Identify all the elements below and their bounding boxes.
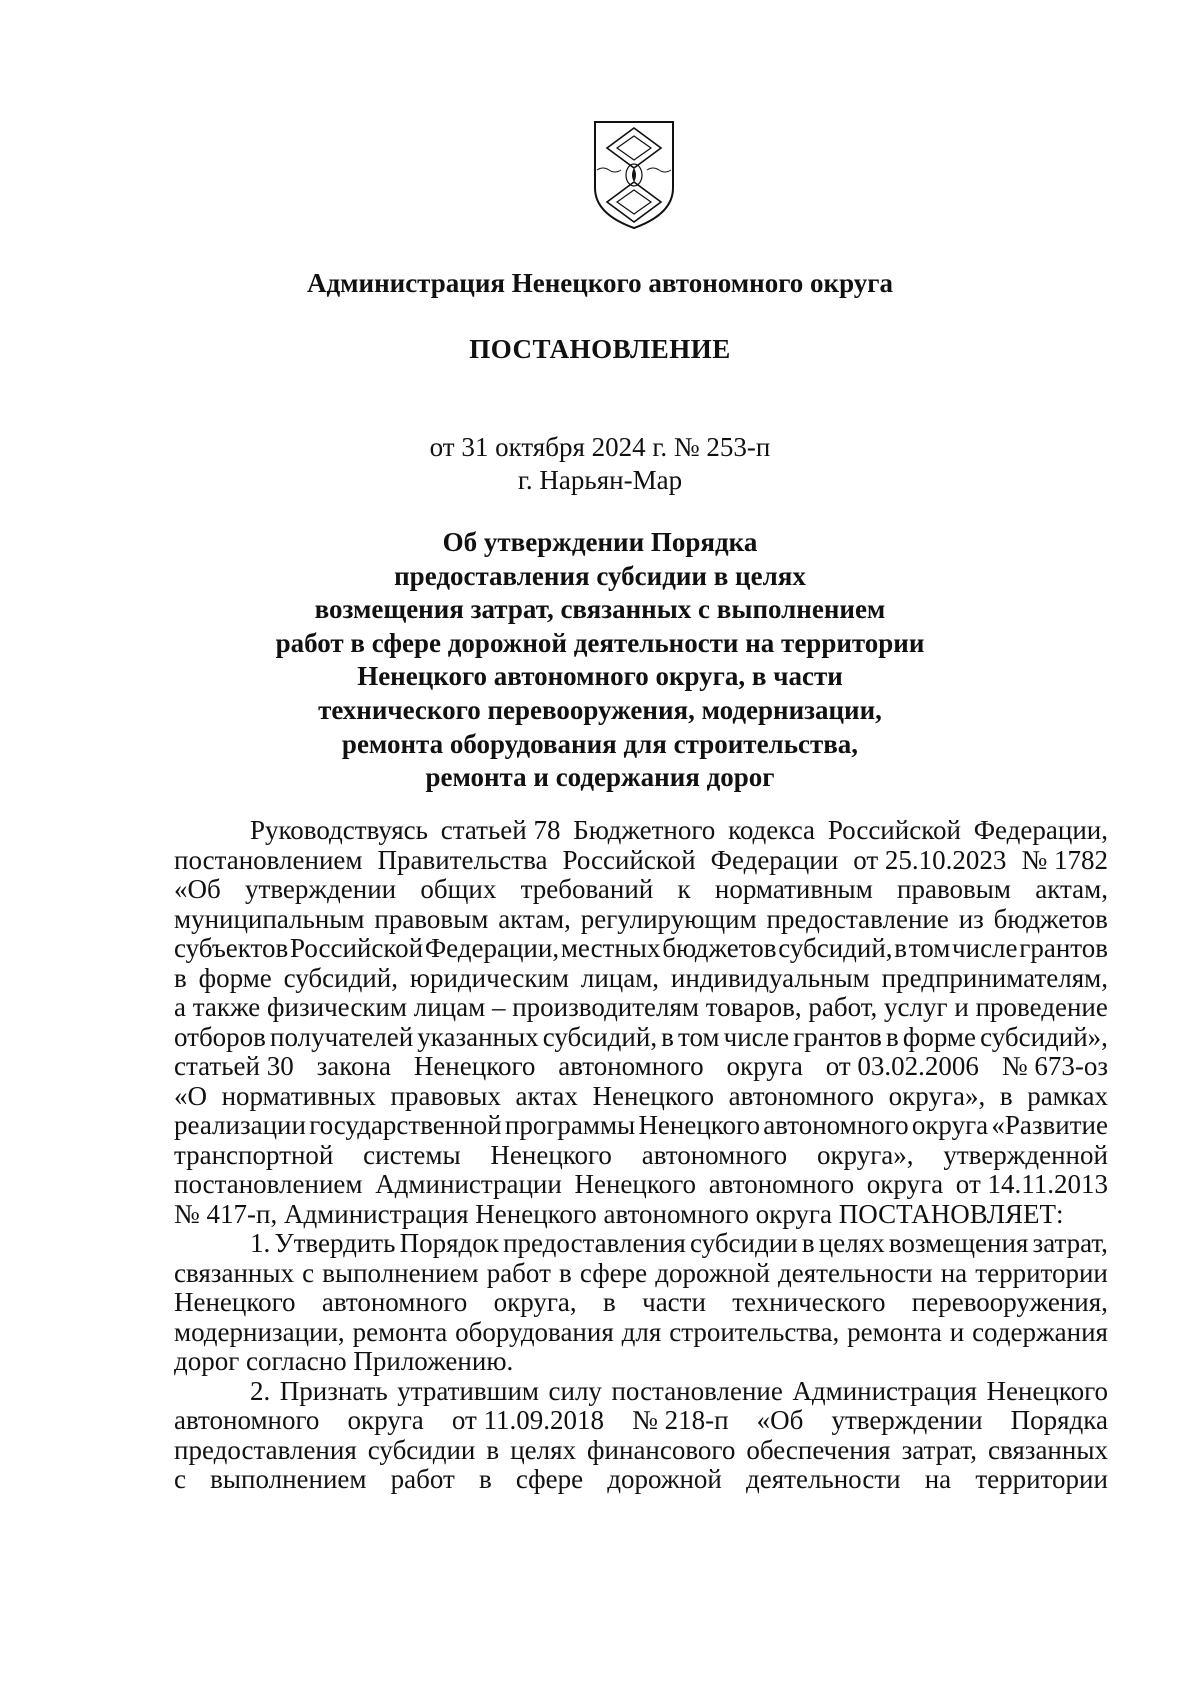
word: – [491,992,506,1022]
word: субъектов [174,933,289,963]
word: в [999,1080,1013,1111]
word: бюджетов [662,933,777,963]
word: Порядка [1010,1405,1108,1435]
word: реализации [174,1110,306,1140]
word: и [949,1316,965,1347]
word: округа», [888,1080,986,1111]
word: ремонта [352,1316,448,1347]
body-line [174,1170,1108,1200]
body-line [174,993,1108,1023]
word: целях [818,1228,885,1258]
document-date-number: от 31 октября 2024 г. № 253-п [429,432,771,462]
word: рамках [1027,1080,1108,1111]
word: автономного [708,1169,855,1199]
word: нормативных [221,1080,376,1111]
word: актам, [1035,874,1108,904]
word: утверждении [831,1405,983,1435]
body-line [174,816,1108,846]
word: 1. [250,1228,271,1258]
organization-name: Администрация Ненецкого автономного округа [306,268,894,298]
word: «Об [174,874,221,904]
word: сфере [579,1257,648,1288]
word: а [174,992,186,1022]
word: затрат, [1032,1228,1108,1258]
word: «Развитие [991,1110,1108,1140]
word: из [958,903,984,934]
word: дорожной [655,1257,770,1288]
word: индивидуальным [670,962,870,993]
word: силу [548,1375,602,1406]
word: в [603,1287,616,1317]
word: к [677,874,691,904]
word: производителям [512,992,700,1022]
word: выполнением [210,1464,367,1494]
word: ремонта [847,1316,942,1347]
word: в [478,1464,492,1494]
word: постановлением [174,1169,363,1199]
word: физическим [267,992,407,1022]
title-line: возмещения затрат, связанных с выполнением [314,594,886,625]
word: Правительства [377,844,548,875]
word: целях [510,1434,577,1465]
body-line [174,1288,1108,1318]
word: Ненецкого [986,1375,1108,1406]
word: предоставления [503,1228,686,1258]
word: указанных [417,1021,539,1052]
word: товаров, [705,992,802,1022]
word: актам, [498,903,571,934]
word: правовым [374,903,489,934]
word: автономного [558,1051,704,1081]
word: в [894,933,908,963]
title-line: Ненецкого автономного округа, в части [357,661,843,692]
word: Российской [290,933,424,963]
word: округа [911,1110,989,1140]
word: дорожной [607,1464,722,1494]
word: числе [952,933,1018,963]
word: обеспечения [746,1434,891,1465]
word: финансового [587,1434,736,1465]
body-line [174,1259,1108,1289]
word: том [908,933,951,963]
word: части [642,1287,706,1317]
word: услуг [884,992,948,1022]
word: округа», [816,1139,914,1170]
body-line [174,1141,1108,1171]
word: в [801,1228,815,1258]
word: Федерации, [973,815,1108,845]
word: Ненецкого [638,1110,760,1140]
word: утвержденной [943,1139,1108,1170]
word: возмещения [888,1228,1029,1258]
word: территории [975,1464,1108,1494]
word: от 25.10.2023 [853,844,1007,875]
word: правовых [390,1080,501,1111]
word: субсидий, [283,962,398,993]
title-line: ремонта оборудования для строительства, [341,728,859,759]
word: лицам [413,992,486,1022]
word: грантов [793,1021,882,1052]
word: с [174,1464,186,1494]
word: в [661,1021,674,1052]
body-line [174,846,1108,876]
word: округа, [493,1287,577,1317]
word: модернизации, [174,1316,345,1347]
body-line [174,1465,1108,1495]
body-line [174,1377,1108,1407]
word: общих [420,874,497,904]
word: работ [486,1257,551,1288]
word: строительства, [669,1316,840,1347]
word: на [940,1257,968,1288]
word: Российской [827,815,961,845]
word: технического [732,1287,886,1317]
body-line [174,905,1108,935]
word: кодекса [728,815,816,845]
word: автономного [728,1080,875,1111]
word: регулирующим [580,903,757,934]
title-line: работ в сфере дорожной деятельности на территории [275,627,925,658]
word: 2. [250,1375,271,1406]
word: субсидий», [980,1021,1108,1052]
word: Ненецкого [174,1287,296,1317]
word: Бюджетного [573,815,716,845]
word: округа [347,1405,424,1435]
word: статьей 78 [440,815,561,845]
word: территории [975,1257,1108,1288]
title-line: предоставления субсидии в целях [394,560,806,591]
word: Ненецкого [490,1139,612,1170]
word: предоставление [766,903,949,934]
word: оборудования [455,1316,614,1347]
word: форме [198,962,272,993]
word: Федерации, [424,933,560,963]
word: от 11.09.2018 [451,1405,605,1435]
word: числе [723,1021,790,1052]
word: Федерации [710,844,839,875]
word: на [924,1464,952,1494]
body-line [174,1200,1108,1230]
word: Руководствуясь [250,815,428,845]
word: Российской [562,844,696,875]
body-line [174,1406,1108,1436]
body-line [174,1436,1108,1466]
word: связанных [987,1434,1108,1465]
body-line [174,875,1108,905]
word: Утвердить [274,1228,396,1258]
word: и [954,992,969,1022]
word: субсидии [367,1434,476,1465]
body-line [174,1318,1108,1348]
word: форме [902,1021,976,1052]
word: также [192,992,261,1022]
word: субсидий, [542,1021,658,1052]
body-line [174,1111,1108,1141]
word: постановление [611,1375,783,1406]
word: субсидий, [778,933,893,963]
word: правовым [897,874,1012,904]
word: округа [866,1169,944,1199]
body-line [174,964,1108,994]
word: бюджетов [993,903,1108,934]
word: требований [520,874,654,904]
title-line: ремонта и содержания дорог [425,762,775,793]
word: том [678,1021,720,1052]
word: проведение [975,992,1108,1022]
word: «О [174,1080,207,1111]
word: для [621,1316,662,1347]
word: деятельности [778,1257,933,1288]
word: постановлением [174,844,363,875]
word: в [559,1257,572,1288]
word: связанных [174,1257,294,1288]
word: отборов [174,1021,266,1052]
word: грантов [1019,933,1108,963]
word: работ [390,1464,455,1494]
word: округа [726,1051,803,1081]
word: Порядок [399,1228,499,1258]
coat-of-arms-icon [591,118,677,232]
word: автономного [641,1139,788,1170]
word: затрат, [901,1434,977,1465]
word: Ненецкого [413,1051,536,1081]
document-title [0,526,1200,795]
word: № 673-оз [1001,1051,1108,1081]
word: системы [363,1139,461,1170]
word: дорог согласно Приложению. [174,1346,514,1376]
word: местных [560,933,661,963]
document-city: г. Нарьян-Мар [517,465,683,495]
word: Ненецкого [592,1080,715,1111]
word: нормативным [714,874,873,904]
body-line [174,1023,1108,1053]
body-line [174,1347,1108,1377]
word: муниципальным [174,903,365,934]
word: от 03.02.2006 [825,1051,979,1081]
word: работ, [808,992,878,1022]
word: актах [515,1080,578,1111]
word: утратившим [397,1375,539,1406]
word: «Об [756,1405,804,1435]
word: получателей [270,1021,414,1052]
word: Ненецкого [574,1169,697,1199]
word: в [174,962,187,993]
word: транспортной [174,1139,334,1170]
word: перевооружения, [911,1287,1108,1317]
word: содержания [972,1316,1108,1347]
word: в [885,1021,899,1052]
document-body [174,816,1108,1495]
word: Признать [279,1375,388,1406]
word: предпринимателям, [881,962,1108,993]
word: Администрации [375,1169,562,1199]
word: статьей 30 [174,1051,294,1081]
word: программы [504,1110,636,1140]
title-line: Об утверждении Порядка [442,527,758,557]
document-type: ПОСТАНОВЛЕНИЕ [469,334,731,364]
word: закона [316,1051,391,1081]
body-line [174,1082,1108,1112]
body-line [174,1229,1108,1259]
word: с [302,1257,315,1288]
word: субсидии [690,1228,798,1258]
word: сфере [515,1464,584,1494]
word: выполнением [322,1257,479,1288]
word: № 417-п, Администрация Ненецкого автономного округа ПОСТАНОВЛЯЕТ: [174,1198,1064,1229]
word: № 218-п [632,1405,729,1435]
word: № 1782 [1021,844,1108,875]
word: утверждении [245,874,397,904]
word: автономного [174,1405,320,1435]
word: в [486,1434,500,1465]
word: предоставления [174,1434,357,1465]
title-line: технического перевооружения, модернизации, [318,694,882,725]
word: от 14.11.2013 [955,1169,1108,1199]
word: государственной [309,1110,502,1140]
body-line [174,1052,1108,1082]
word: Администрация [792,1375,977,1406]
word: автономного [763,1110,909,1140]
word: юридическим [409,962,569,993]
word: автономного [321,1287,468,1317]
word: деятельности [746,1464,901,1494]
word: лицам, [580,962,660,993]
body-line [174,934,1108,964]
